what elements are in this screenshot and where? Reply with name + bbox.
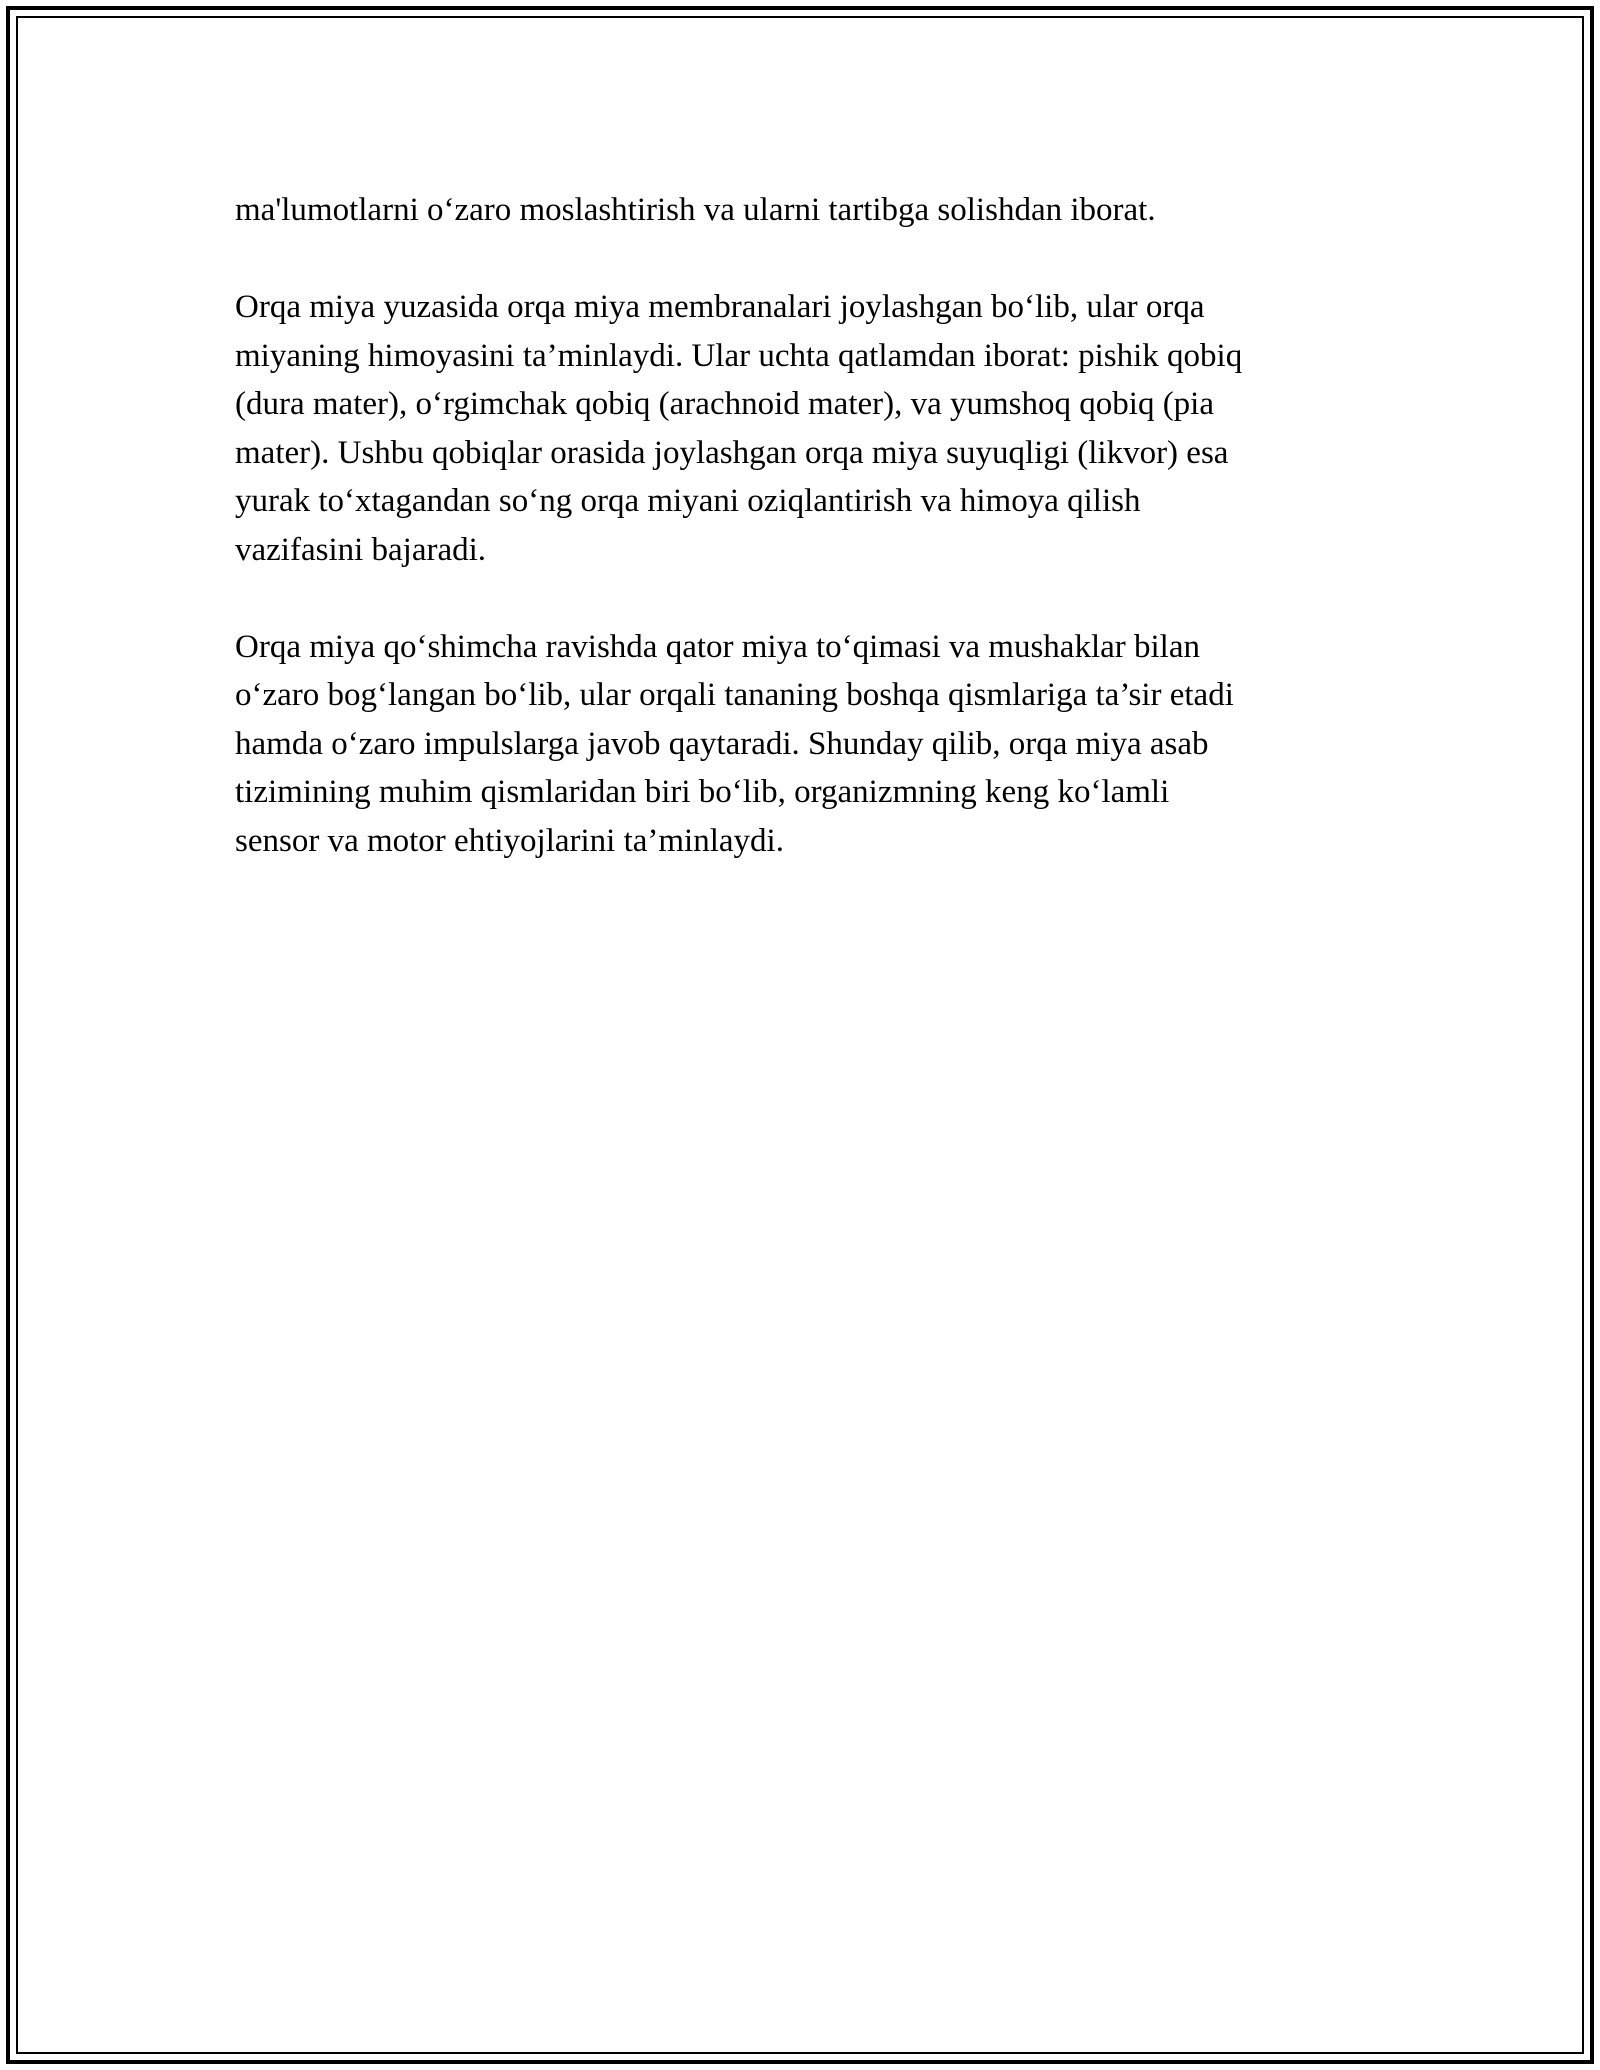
document-body	[235, 186, 1385, 914]
paragraph-2: Orqa miya yuzasida orqa miya membranalari joylashgan bo‘lib, ular orqa miyaning himoyasini ta’minlaydi. Ular uchta qatlamdan iborat: pishik qobiq (dura mater), o‘rgimchak qobiq (arachnoid mater), va yumshoq qobiq (pia mater). Ushbu qobiqlar orasida joylashgan orqa miya suyuqligi (likvor) esa yurak to‘xtagandan so‘ng orqa miyani oziqlantirish va himoya qilish vazifasini bajaradi.	[235, 289, 1243, 568]
paragraph-1: ma'lumotlarni o‘zaro moslashtirish va ularni tartibga solishdan iborat.	[235, 192, 1156, 228]
paragraph-3: Orqa miya qo‘shimcha ravishda qator miya to‘qimasi va mushaklar bilan o‘zaro bog‘langan bo‘lib, ular orqali tananing boshqa qismlariga ta’sir etadi hamda o‘zaro impulslarga javob qaytaradi. Shunday qilib, orqa miya asab tizimining muhim qismlaridan biri bo‘lib, organizmning keng ko‘lamli sensor va motor ehtiyojlarini ta’minlaydi.	[235, 628, 1234, 859]
